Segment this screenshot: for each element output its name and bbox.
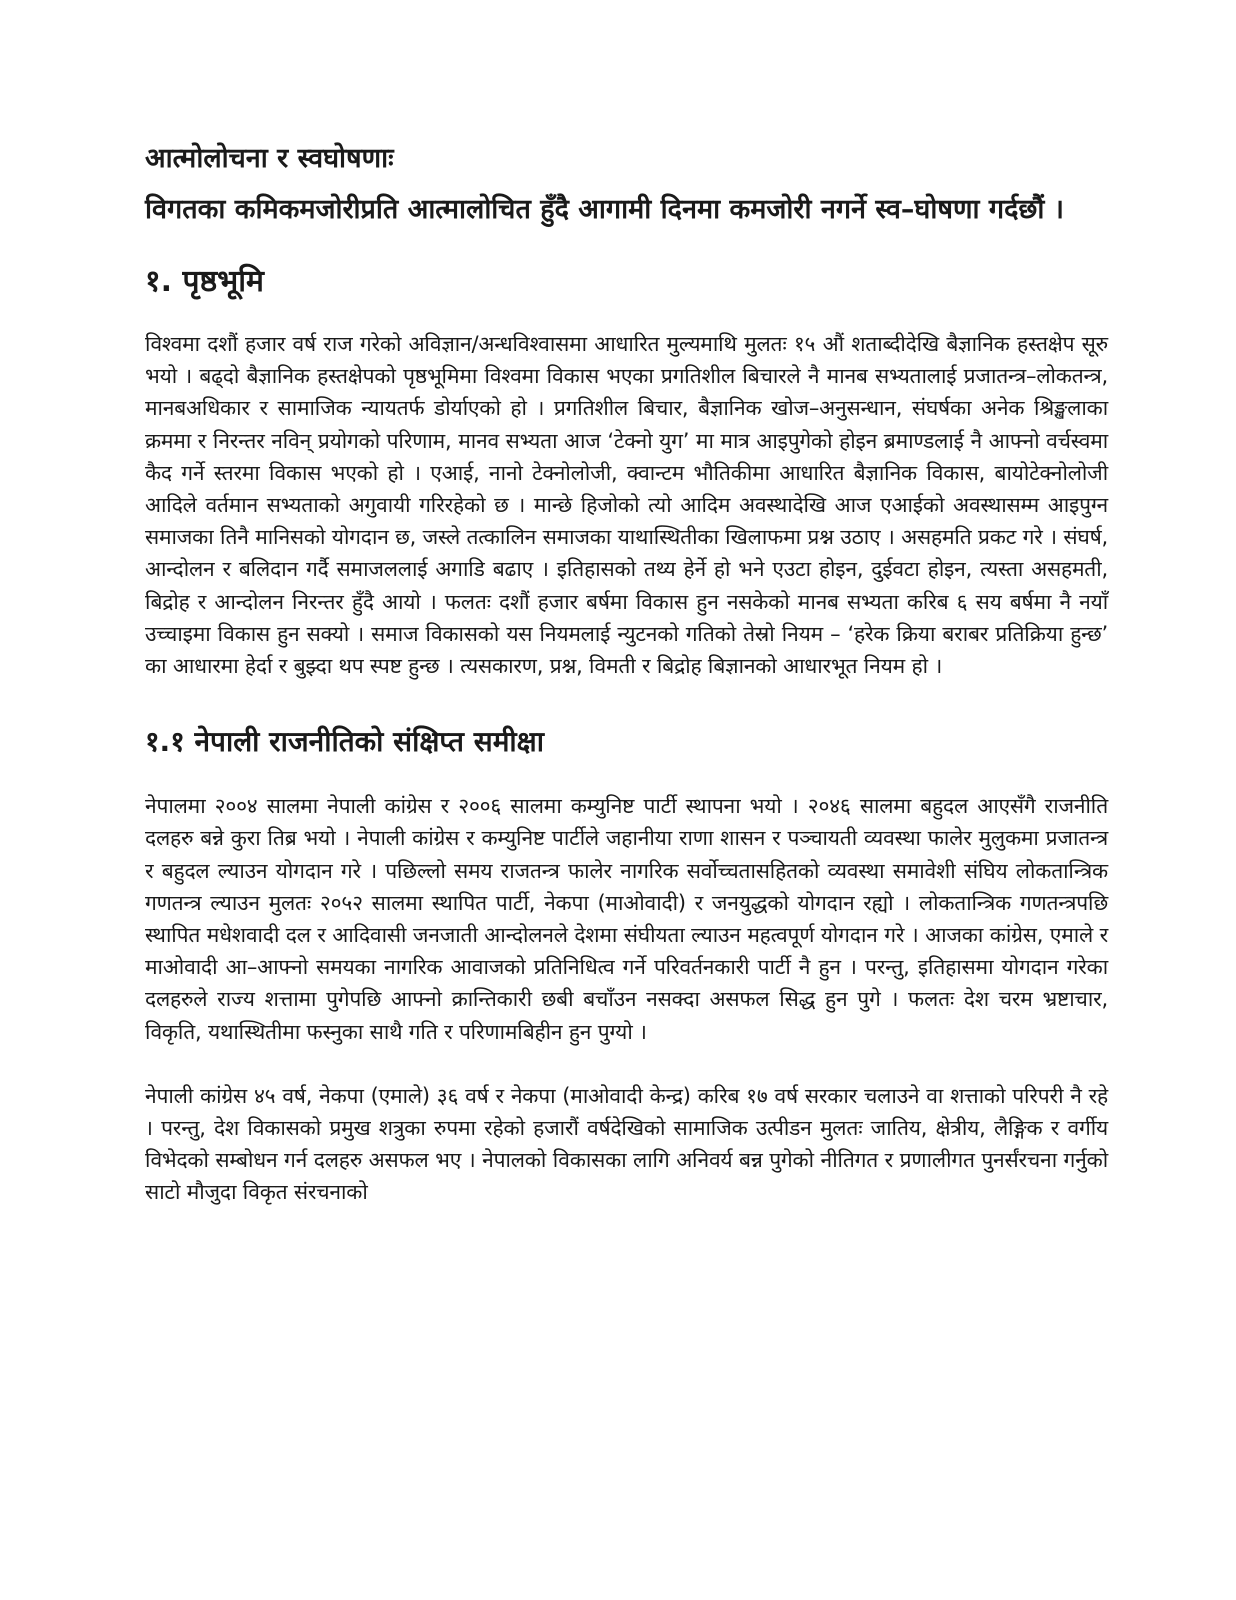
section-political-review bbox=[145, 720, 1108, 1208]
paragraph: नेपाली कांग्रेस ४५ वर्ष, नेकपा (एमाले) ३६ वर्ष र नेकपा (माओवादी केन्द्र) करिब १७ वर्ष सरकार चलाउने वा शत्ताको परिपरी नै रहे । परन्तु, देश विकासको प्रमुख शत्रुका रुपमा रहेको हजारौं वर्षदेखिको सामाजिक उत्पीडन मुलतः जातिय, क्षेत्रीय, लैङ्गिक र वर्गीय विभेदको सम्बोधन गर्न दलहरु असफल भए । नेपालको विकासका लागि अनिवर्य बन्न पुगेको नीतिगत र प्रणालीगत पुनर्संरचना गर्नुको साटो मौजुदा विकृत संरचनाको bbox=[145, 1083, 1108, 1205]
intro-title: आत्मोलोचना र स्वघोषणाः bbox=[145, 143, 394, 174]
paragraph: विश्वमा दशौं हजार वर्ष राज गरेको अविज्ञान/अन्धविश्वासमा आधारित मुल्यमाथि मुलतः १५ औं शताब्दीदेखि बैज्ञानिक हस्तक्षेप सूरु भयो । बढ्दो बैज्ञानिक हस्तक्षेपको पृष्ठभूमिमा विश्वमा विकास भएका प्रगतिशील बिचारले नै मानब सभ्यतालाई प्रजातन्त्र–लोकतन्त्र, मानबअधिकार र सामाजिक न्यायतर्फ डोर्याएको हो । प्रगतिशील बिचार, बैज्ञानिक खोज–अनुसन्धान, संघर्षका अनेक श्रिङ्खलाका क्रममा र निरन्तर नविन् प्रयोगको परिणाम, मानव सभ्यता आज ‘टेक्नो युग’ मा मात्र आइपुगेको होइन ब्रमाण्डलाई नै आफ्नो वर्चस्वमा कैद गर्ने स्तरमा विकास भएको हो । एआई, नानो टेक्नोलोजी, क्वान्टम भौतिकीमा आधारित बैज्ञानिक विकास, बायोटेक्नोलोजी आदिले वर्तमान सभ्यताको अगुवायी गरिरहेको छ । मान्छे हिजोको त्यो आदिम अवस्थादेखि आज एआईको अवस्थासम्म आइपुग्न समाजका तिनै मानिसको योगदान छ, जस्ले तत्कालिन समाजका याथास्थितीका खिलाफमा प्रश्न उठाए । असहमति प्रकट गरे । संघर्ष, आन्दोलन र बलिदान गर्दै समाजललाई अगाडि बढाए । इतिहासको तथ्य हेर्ने हो भने एउटा होइन, दुईवटा होइन, त्यस्ता असहमती, बिद्रोह र आन्दोलन निरन्तर हुँदै आयो । फलतः दशौं हजार बर्षमा विकास हुन नसकेको मानब सभ्यता करिब ६ सय बर्षमा नै नयाँ उच्चाइमा विकास हुन सक्यो । समाज विकासको यस नियमलाई न्युटनको गतिको तेस्रो नियम – ‘हरेक क्रिया बराबर प्रतिक्रिया हुन्छ’ का आधारमा हेर्दा र बुझ्दा थप स्पष्ट हुन्छ । त्यसकारण, प्रश्न, विमती र बिद्रोह बिज्ञानको आधारभूत नियम हो । bbox=[145, 332, 1108, 679]
section-heading: १.१ नेपाली राजनीतिको संक्षिप्त समीक्षा bbox=[145, 725, 545, 759]
intro-subtitle: विगतका कमिकमजोरीप्रति आत्मालोचित हुँदै आगामी दिनमा कमजोरी नगर्ने स्व–घोषणा गर्दछौं । bbox=[145, 194, 1064, 225]
paragraph: नेपालमा २००४ सालमा नेपाली कांग्रेस र २००६ सालमा कम्युनिष्ट पार्टी स्थापना भयो । २०४६ सालमा बहुदल आएसँगै राजनीति दलहरु बन्ने कुरा तिब्र भयो । नेपाली कांग्रेस र कम्युनिष्ट पार्टीले जहानीया राणा शासन र पञ्चायती व्यवस्था फालेर मुलुकमा प्रजातन्त्र र बहुदल ल्याउन योगदान गरे । पछिल्लो समय राजतन्त्र फालेर नागरिक सर्वोच्चतासहितको व्यवस्था समावेशी संघिय लोकतान्त्रिक गणतन्त्र ल्याउन मुलतः २०५२ सालमा स्थापित पार्टी, नेकपा (माओवादी) र जनयुद्धको योगदान रह्यो । लोकतान्त्रिक गणतन्त्रपछि स्थापित मधेशवादी दल र आदिवासी जनजाती आन्दोलनले देशमा संघीयता ल्याउन महत्वपूर्ण योगदान गरे । आजका कांग्रेस, एमाले र माओवादी आ–आफ्नो समयका नागरिक आवाजको प्रतिनिधित्व गर्ने परिवर्तनकारी पार्टी नै हुन । परन्तु, इतिहासमा योगदान गरेका दलहरुले राज्य शत्तामा पुगेपछि आफ्नो क्रान्तिकारी छबी बचाँउन नसक्दा असफल सिद्ध हुन पुगे । फलतः देश चरम भ्रष्टाचार, विकृति, यथास्थितीमा फस्नुका साथै गति र परिणामबिहीन हुन पुग्यो । bbox=[145, 794, 1108, 1044]
section-background bbox=[145, 260, 1108, 682]
section-heading: १. पृष्ठभूमि bbox=[145, 264, 264, 299]
